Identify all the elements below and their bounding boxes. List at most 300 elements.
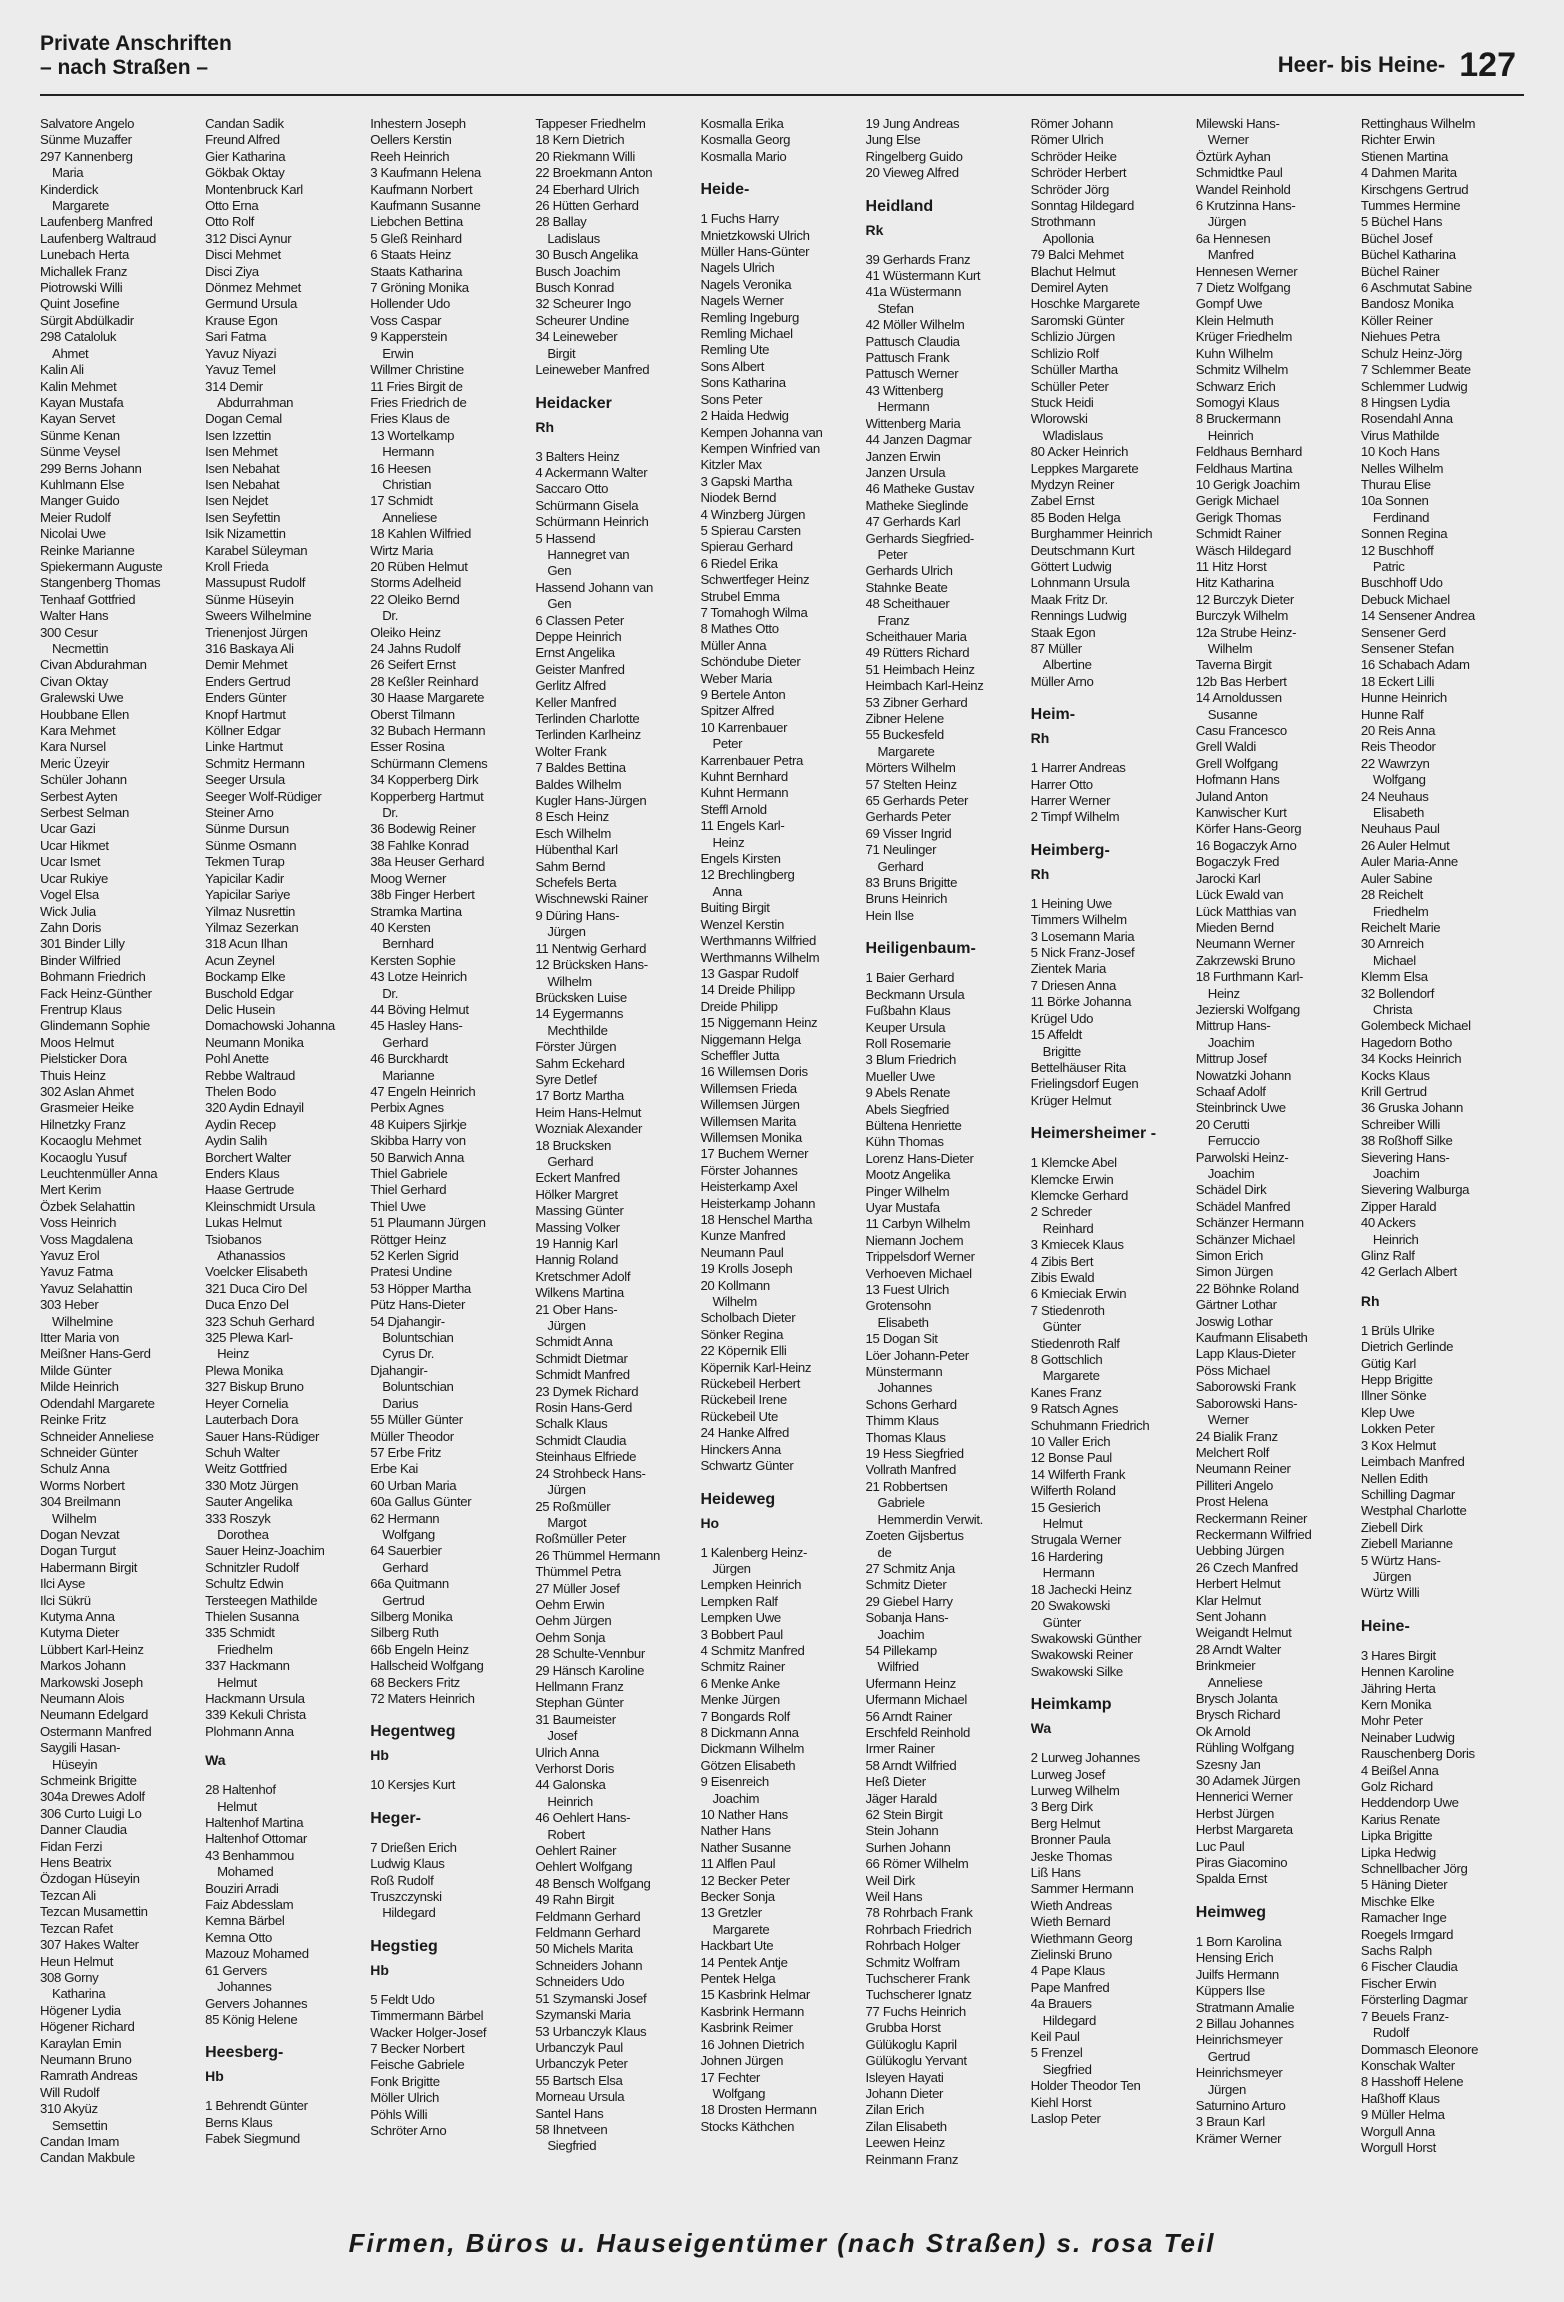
resident-entry: 20 Cerutti bbox=[1195, 1116, 1250, 1132]
resident-entry: Sons Peter bbox=[700, 391, 763, 407]
resident-entry: Tezcan Musamettin bbox=[40, 1904, 148, 1920]
resident-entry: 62 Stein Birgit bbox=[865, 1807, 943, 1822]
resident-entry: 77 Fuchs Heinrich bbox=[865, 2003, 966, 2019]
resident-entry: Saturnino Arturo bbox=[1195, 2097, 1286, 2113]
resident-entry: Piras Giacomino bbox=[1195, 1855, 1288, 1871]
entry-continuation: Gerhard bbox=[382, 1559, 429, 1575]
resident-entry: Weber Maria bbox=[700, 670, 772, 686]
resident-entry: Grell Waldi bbox=[1195, 739, 1256, 755]
resident-entry: Dönmez Mehmet bbox=[205, 280, 301, 296]
resident-entry: 4 Dahmen Marita bbox=[1360, 165, 1457, 181]
resident-entry: Nagels Werner bbox=[700, 293, 784, 309]
resident-entry: Ernst Angelika bbox=[535, 645, 615, 661]
resident-entry: 6 Staats Heinz bbox=[370, 247, 452, 263]
resident-entry: Candan Imam bbox=[40, 2133, 119, 2149]
resident-entry: Laslop Peter bbox=[1030, 2111, 1101, 2127]
resident-entry: 41a Wüstermann bbox=[865, 284, 962, 300]
resident-entry: 10 Gerigk Joachim bbox=[1195, 476, 1300, 492]
spacer bbox=[1361, 1602, 1524, 1610]
resident-entry: 4 Ackermann Walter bbox=[535, 464, 648, 480]
resident-entry: Skibba Harry von bbox=[370, 1133, 466, 1149]
district-code: Rk bbox=[865, 221, 884, 238]
resident-entry: Stratmann Amalie bbox=[1195, 1999, 1295, 2015]
spacer bbox=[700, 1537, 863, 1545]
entry-continuation: Heinrich bbox=[1207, 427, 1254, 443]
resident-entry: 36 Gruska Johann bbox=[1360, 1100, 1464, 1116]
resident-entry: Bockamp Elke bbox=[205, 969, 286, 985]
resident-entry: 4 Pape Klaus bbox=[1030, 1963, 1105, 1979]
resident-entry: 3 Balters Heinz bbox=[535, 448, 620, 464]
resident-entry: Nowatzki Johann bbox=[1195, 1067, 1291, 1083]
resident-entry: 300 Cesur bbox=[40, 624, 98, 640]
resident-entry: Mootz Angelika bbox=[865, 1167, 951, 1183]
resident-entry: Spitzer Alfred bbox=[700, 703, 774, 719]
entry-continuation: Gertrud bbox=[1207, 2048, 1251, 2064]
resident-entry: 1 Heining Uwe bbox=[1030, 895, 1112, 911]
resident-entry: Enders Günter bbox=[205, 690, 287, 706]
resident-entry: Tappeser Friedhelm bbox=[535, 116, 646, 131]
resident-entry: Uebbing Jürgen bbox=[1195, 1543, 1284, 1559]
resident-entry: 3 Kox Helmut bbox=[1360, 1437, 1436, 1453]
entry-continuation: Christian bbox=[382, 476, 432, 492]
resident-entry: 48 Kuipers Sjirkje bbox=[370, 1116, 467, 1132]
resident-entry: Krügel Udo bbox=[1030, 1010, 1094, 1026]
resident-entry: 7 Tomahogh Wilma bbox=[700, 604, 808, 620]
resident-entry: Zilan Erich bbox=[865, 2102, 924, 2118]
resident-entry: Schlizio Jürgen bbox=[1030, 329, 1115, 345]
resident-entry: Schädel Manfred bbox=[1195, 1198, 1291, 1214]
entry-continuation: Heinz bbox=[712, 834, 745, 850]
resident-entry: 4 Beißel Anna bbox=[1360, 1762, 1439, 1778]
resident-entry: Thomas Klaus bbox=[865, 1429, 946, 1445]
spacer bbox=[205, 2028, 368, 2036]
resident-entry: Sachs Ralph bbox=[1360, 1943, 1432, 1959]
resident-entry: Steinbrinck Uwe bbox=[1195, 1100, 1286, 1116]
resident-entry: Stocks Käthchen bbox=[700, 2118, 795, 2134]
resident-entry: Bruns Heinrich bbox=[865, 891, 948, 907]
resident-entry: Kosmalla Mario bbox=[700, 148, 787, 164]
resident-entry: 28 Keßler Reinhard bbox=[370, 673, 479, 689]
resident-entry: 7 Driesen Anna bbox=[1030, 977, 1116, 993]
resident-entry: 49 Rütters Richard bbox=[865, 645, 970, 661]
resident-entry: Fidan Ferzi bbox=[40, 1838, 103, 1854]
street-heading: Heger- bbox=[370, 1809, 421, 1827]
resident-entry: 327 Biskup Bruno bbox=[205, 1379, 304, 1395]
entry-continuation: Wilfried bbox=[877, 1659, 919, 1675]
resident-entry: Hoschke Margarete bbox=[1030, 296, 1140, 312]
district-code: Rh bbox=[1360, 1292, 1380, 1309]
resident-entry: Willemsen Jürgen bbox=[700, 1097, 800, 1113]
resident-entry: Schefels Berta bbox=[535, 875, 617, 891]
page-heading bbox=[40, 32, 232, 80]
resident-entry: Heun Helmut bbox=[40, 1953, 114, 1969]
resident-entry: Golz Richard bbox=[1360, 1779, 1433, 1794]
resident-entry: Steffl Arnold bbox=[700, 801, 767, 817]
entry-continuation: Gerhard bbox=[382, 1034, 429, 1050]
entry-continuation: Brigitte bbox=[1042, 1043, 1081, 1059]
directory-column bbox=[535, 116, 698, 2196]
resident-entry: Schüller Martha bbox=[1030, 362, 1118, 378]
entry-continuation: Margot bbox=[547, 1514, 587, 1530]
resident-entry: Hepp Brigitte bbox=[1360, 1372, 1433, 1388]
resident-entry: 30 Haase Margarete bbox=[370, 690, 485, 706]
resident-entry: Linke Hartmut bbox=[205, 739, 283, 755]
resident-entry: Sonnen Regina bbox=[1360, 526, 1448, 542]
resident-entry: 7 Becker Norbert bbox=[370, 2041, 465, 2057]
resident-entry: Acun Zeynel bbox=[205, 952, 275, 968]
resident-entry: 50 Barwich Anna bbox=[370, 1149, 464, 1165]
resident-entry: 29 Giebel Harry bbox=[865, 1593, 953, 1609]
resident-entry: Sünme Kenan bbox=[40, 427, 120, 443]
resident-entry: Lokken Peter bbox=[1360, 1421, 1435, 1437]
resident-entry: Grotensohn bbox=[865, 1298, 931, 1314]
resident-entry: Zilan Elisabeth bbox=[865, 2118, 947, 2134]
resident-entry: Willemsen Marita bbox=[700, 1113, 796, 1129]
resident-entry: Roß Rudolf bbox=[370, 1872, 434, 1888]
resident-entry: 9 Müller Helma bbox=[1360, 2107, 1445, 2123]
resident-entry: 310 Akyüz bbox=[40, 2101, 98, 2117]
resident-entry: Prost Helena bbox=[1195, 1494, 1268, 1510]
resident-entry: Kleinschmidt Ursula bbox=[205, 1198, 315, 1214]
resident-entry: 20 Kollmann bbox=[700, 1277, 770, 1293]
resident-entry: Dogan Turgut bbox=[40, 1543, 116, 1559]
resident-entry: Kretschmer Adolf bbox=[535, 1268, 631, 1284]
resident-entry: 1 Behrendt Günter bbox=[205, 2098, 308, 2114]
resident-entry: Nather Hans bbox=[700, 1823, 771, 1839]
resident-entry: 18 Henschel Martha bbox=[700, 1212, 813, 1227]
resident-entry: Klar Helmut bbox=[1195, 1592, 1261, 1608]
resident-entry: Pape Manfred bbox=[1030, 1979, 1110, 1995]
resident-entry: 28 Reichelt bbox=[1360, 887, 1424, 903]
resident-entry: 22 Wawrzyn bbox=[1360, 755, 1430, 771]
resident-entry: Rückebeil Herbert bbox=[700, 1376, 801, 1392]
resident-entry: Wilferth Roland bbox=[1030, 1483, 1116, 1499]
resident-entry: Wolter Frank bbox=[535, 743, 607, 759]
resident-entry: Somogyi Klaus bbox=[1195, 394, 1280, 410]
district-code: Rh bbox=[1030, 730, 1050, 747]
resident-entry: Deutschmann Kurt bbox=[1030, 542, 1135, 558]
resident-entry: Kroll Frieda bbox=[205, 558, 269, 574]
resident-entry: Mörters Wilhelm bbox=[865, 760, 956, 776]
resident-entry: Lorenz Hans-Dieter bbox=[865, 1150, 974, 1166]
resident-entry: 1 Harrer Andreas bbox=[1030, 760, 1126, 776]
resident-entry: Köller Reiner bbox=[1360, 312, 1433, 328]
resident-entry: Leppkes Margarete bbox=[1030, 460, 1139, 476]
resident-entry: 45 Hasley Hans- bbox=[370, 1018, 463, 1034]
resident-entry: Löer Johann-Peter bbox=[865, 1347, 969, 1363]
entry-continuation: Hannegret van bbox=[547, 546, 630, 562]
resident-entry: Pohl Anette bbox=[205, 1051, 269, 1067]
resident-entry: Auler Maria-Anne bbox=[1360, 854, 1458, 870]
entry-continuation: Heinz bbox=[1207, 985, 1240, 1001]
entry-continuation: Jürgen bbox=[1207, 2081, 1246, 2097]
resident-entry: 16 Bogaczyk Arno bbox=[1195, 837, 1297, 853]
resident-entry: Rohrbach Friedrich bbox=[865, 1921, 972, 1937]
resident-entry: Schädel Dirk bbox=[1195, 1182, 1267, 1198]
spacer bbox=[1031, 1742, 1194, 1750]
resident-entry: Hein Ilse bbox=[865, 907, 914, 923]
entry-continuation: Hermann bbox=[1042, 1565, 1095, 1581]
resident-entry: 65 Gerhards Peter bbox=[865, 793, 969, 809]
resident-entry: Erschfeld Reinhold bbox=[865, 1724, 970, 1740]
entry-continuation: Joachim bbox=[712, 1790, 760, 1806]
resident-entry: 53 Zibner Gerhard bbox=[865, 694, 968, 710]
resident-entry: Mischke Elke bbox=[1360, 1893, 1435, 1909]
resident-entry: 318 Acun Ilhan bbox=[205, 936, 288, 952]
resident-entry: Isen Nebahat bbox=[205, 476, 280, 492]
resident-entry: Leineweber Manfred bbox=[535, 362, 650, 378]
resident-entry: Dietrich Gerlinde bbox=[1360, 1339, 1454, 1355]
resident-entry: Illner Sönke bbox=[1360, 1388, 1427, 1404]
entry-continuation: Heinrich bbox=[1372, 1231, 1419, 1247]
resident-entry: Kaufmann Elisabeth bbox=[1195, 1330, 1308, 1346]
resident-entry: Neumann Paul bbox=[700, 1244, 784, 1260]
resident-entry: Remling Michael bbox=[700, 326, 793, 342]
resident-entry: 44 Galonska bbox=[535, 1777, 606, 1793]
resident-entry: 51 Heimbach Heinz bbox=[865, 661, 975, 677]
directory-column bbox=[1196, 116, 1359, 2196]
entry-continuation: Gen bbox=[547, 563, 572, 579]
resident-entry: 54 Pillekamp bbox=[865, 1642, 937, 1658]
resident-entry: Rückebeil Ute bbox=[700, 1408, 778, 1424]
directory-column bbox=[1031, 116, 1194, 2196]
street-heading: Heimberg- bbox=[1030, 841, 1110, 859]
resident-entry: Bohmann Friedrich bbox=[40, 969, 146, 985]
resident-entry: 3 Kaufmann Helena bbox=[370, 165, 481, 181]
entry-continuation: Friedhelm bbox=[217, 1641, 273, 1657]
resident-entry: Ucar Rukiye bbox=[40, 870, 108, 886]
resident-entry: Tersteegen Mathilde bbox=[205, 1592, 318, 1608]
resident-entry: 6 Menke Anke bbox=[700, 1675, 780, 1691]
resident-entry: Sobanja Hans- bbox=[865, 1610, 949, 1626]
resident-entry: Laufenberg Manfred bbox=[40, 214, 153, 230]
resident-entry: Schlemmer Ludwig bbox=[1360, 378, 1468, 394]
resident-entry: 20 Rüben Helmut bbox=[370, 558, 468, 574]
resident-entry: Köpernik Karl-Heinz bbox=[700, 1359, 812, 1375]
resident-entry: 66a Quitmann bbox=[370, 1576, 449, 1592]
resident-entry: 13 Gretzler bbox=[700, 1905, 762, 1921]
entry-continuation: Helmut bbox=[217, 1674, 257, 1690]
street-heading: Heesberg- bbox=[205, 2044, 284, 2062]
resident-entry: 16 Willemsen Doris bbox=[700, 1064, 808, 1080]
resident-entry: 61 Gervers bbox=[205, 1962, 267, 1978]
resident-entry: Westphal Charlotte bbox=[1360, 1503, 1467, 1519]
resident-entry: 6 Fischer Claudia bbox=[1360, 1959, 1458, 1975]
resident-entry: Neumann Alois bbox=[40, 1691, 125, 1706]
resident-entry: Oehm Jürgen bbox=[535, 1613, 612, 1629]
resident-entry: 12a Strube Heinz- bbox=[1195, 624, 1297, 640]
resident-entry: 5 Büchel Hans bbox=[1360, 214, 1443, 230]
resident-entry: Simon Jürgen bbox=[1195, 1264, 1273, 1280]
resident-entry: Timmers Wilhelm bbox=[1030, 912, 1127, 928]
resident-entry: Meric Üzeyir bbox=[40, 755, 110, 771]
spacer bbox=[866, 244, 1029, 252]
resident-entry: Brysch Jolanta bbox=[1195, 1691, 1278, 1706]
entry-continuation: Wladislaus bbox=[1042, 427, 1103, 443]
resident-entry: 2 Schreder bbox=[1030, 1204, 1092, 1220]
resident-entry: Neumann Werner bbox=[1195, 936, 1295, 952]
resident-entry: Mueller Uwe bbox=[865, 1068, 935, 1084]
resident-entry: Parwolski Heinz- bbox=[1195, 1149, 1289, 1165]
resident-entry: Ringelberg Guido bbox=[865, 148, 963, 164]
resident-entry: Neumann Bruno bbox=[40, 2051, 132, 2067]
resident-entry: 78 Rohrbach Frank bbox=[865, 1905, 973, 1921]
resident-entry: 5 Nick Franz-Josef bbox=[1030, 945, 1135, 961]
resident-entry: 11 Alflen Paul bbox=[700, 1856, 776, 1872]
resident-entry: Hunne Heinrich bbox=[1360, 690, 1447, 706]
resident-entry: 312 Disci Aynur bbox=[205, 230, 292, 246]
resident-entry: Truszczynski bbox=[370, 1889, 442, 1905]
resident-entry: 19 Jung Andreas bbox=[865, 116, 960, 131]
resident-entry: Abels Siegfried bbox=[865, 1101, 949, 1117]
resident-entry: Kaufmann Susanne bbox=[370, 198, 481, 214]
resident-entry: Nather Susanne bbox=[700, 1839, 791, 1855]
resident-entry: 43 Lotze Heinrich bbox=[370, 969, 467, 985]
resident-entry: 54 Djahangir- bbox=[370, 1313, 445, 1329]
resident-entry: Pöhls Willi bbox=[370, 2106, 428, 2122]
resident-entry: Faiz Abdesslam bbox=[205, 1897, 294, 1913]
district-code: Rh bbox=[1030, 865, 1050, 882]
resident-entry: Büchel Rainer bbox=[1360, 263, 1440, 279]
resident-entry: Kocaoglu Yusuf bbox=[40, 1149, 127, 1165]
entry-continuation: Albertine bbox=[1042, 657, 1092, 673]
resident-entry: Will Rudolf bbox=[40, 2084, 100, 2100]
resident-entry: Buschold Edgar bbox=[205, 985, 294, 1001]
resident-entry: Demir Mehmet bbox=[205, 657, 288, 673]
resident-entry: Thümmel Petra bbox=[535, 1564, 621, 1580]
resident-entry: Schmidt Manfred bbox=[535, 1367, 630, 1383]
resident-entry: 323 Schuh Gerhard bbox=[205, 1313, 315, 1329]
resident-entry: Karrenbauer Petra bbox=[700, 752, 803, 768]
resident-entry: Yilmaz Nusrettin bbox=[205, 903, 296, 919]
resident-entry: Schürmann Clemens bbox=[370, 755, 488, 771]
resident-entry: Kocaoglu Mehmet bbox=[40, 1133, 142, 1149]
resident-entry: Gerlitz Alfred bbox=[535, 678, 606, 694]
resident-entry: Blachut Helmut bbox=[1030, 263, 1116, 279]
resident-entry: 20 Reis Anna bbox=[1360, 723, 1436, 739]
resident-entry: 60 Urban Maria bbox=[370, 1477, 457, 1493]
resident-entry: Zakrzewski Bruno bbox=[1195, 952, 1295, 968]
resident-entry: 38a Heuser Gerhard bbox=[370, 854, 485, 870]
resident-entry: Yapicilar Kadir bbox=[205, 870, 284, 886]
resident-entry: 22 Broekmann Anton bbox=[535, 165, 653, 181]
entry-continuation: Erwin bbox=[382, 345, 414, 361]
resident-entry: Lempken Ralf bbox=[700, 1593, 778, 1609]
resident-entry: Ludwig Klaus bbox=[370, 1856, 445, 1872]
resident-entry: Santel Hans bbox=[535, 2105, 604, 2121]
resident-entry: 5 Spierau Carsten bbox=[700, 522, 801, 538]
resident-entry: Serbest Selman bbox=[40, 805, 129, 821]
resident-entry: Schlizio Rolf bbox=[1030, 345, 1099, 361]
resident-entry: Hannig Roland bbox=[535, 1252, 619, 1268]
resident-entry: 32 Bubach Hermann bbox=[370, 723, 486, 739]
resident-entry: Müller Anna bbox=[700, 637, 767, 653]
resident-entry: Laufenberg Waltraud bbox=[40, 230, 157, 246]
resident-entry: Schmeink Brigitte bbox=[40, 1773, 137, 1789]
resident-entry: 14 Wilferth Frank bbox=[1030, 1466, 1126, 1482]
resident-entry: Pöss Michael bbox=[1195, 1362, 1270, 1378]
resident-entry: Leuchtenmüller Anna bbox=[40, 1166, 158, 1181]
spacer bbox=[866, 962, 1029, 970]
entry-continuation: de bbox=[877, 1544, 892, 1560]
resident-entry: 58 Ihnetveen bbox=[535, 2121, 608, 2137]
resident-entry: Haßhoff Klaus bbox=[1360, 2090, 1440, 2106]
resident-entry: Willmer Christine bbox=[370, 362, 464, 378]
resident-entry: Oleiko Heinz bbox=[370, 624, 441, 640]
resident-entry: Pielsticker Dora bbox=[40, 1051, 127, 1067]
resident-entry: 337 Hackmann bbox=[205, 1658, 290, 1674]
resident-entry: 1 Baier Gerhard bbox=[865, 970, 955, 986]
resident-entry: 5 Würtz Hans- bbox=[1360, 1552, 1441, 1568]
resident-entry: Weil Dirk bbox=[865, 1872, 915, 1888]
directory-column bbox=[40, 116, 203, 2196]
resident-entry: 18 Eckert Lilli bbox=[1360, 673, 1435, 689]
resident-entry: Spiekermann Auguste bbox=[40, 558, 163, 574]
resident-entry: Richter Erwin bbox=[1360, 132, 1435, 148]
resident-entry: Swakowski Günther bbox=[1030, 1630, 1142, 1646]
resident-entry: 15 Kasbrink Helmar bbox=[700, 1987, 810, 2003]
resident-entry: Lempken Heinrich bbox=[700, 1577, 802, 1593]
resident-entry: Frentrup Klaus bbox=[40, 1001, 122, 1017]
entry-continuation: Margarete bbox=[712, 1921, 770, 1937]
resident-entry: Hagedorn Botho bbox=[1360, 1034, 1453, 1050]
resident-entry: Steinhaus Elfriede bbox=[535, 1449, 637, 1465]
resident-entry: Weigandt Helmut bbox=[1195, 1625, 1292, 1641]
resident-entry: Sari Fatma bbox=[205, 329, 267, 345]
resident-entry: Baldes Wilhelm bbox=[535, 776, 622, 792]
resident-entry: Sünme Osmann bbox=[205, 837, 297, 853]
resident-entry: Sons Katharina bbox=[700, 375, 786, 391]
resident-entry: Tezcan Rafet bbox=[40, 1920, 113, 1936]
resident-entry: Seeger Wolf-Rüdiger bbox=[205, 788, 322, 804]
resident-entry: Strothmann bbox=[1030, 214, 1096, 230]
resident-entry: Civan Oktay bbox=[40, 673, 108, 689]
resident-entry: Jung Else bbox=[865, 132, 921, 148]
resident-entry: 13 Fuest Ulrich bbox=[865, 1282, 949, 1297]
resident-entry: Zipper Harald bbox=[1360, 1198, 1437, 1214]
resident-entry: Kuhlmann Else bbox=[40, 476, 125, 492]
resident-entry: Leewen Heinz bbox=[865, 2135, 945, 2151]
resident-entry: 314 Demir bbox=[205, 378, 263, 394]
resident-entry: 4 Schmitz Manfred bbox=[700, 1642, 805, 1658]
resident-entry: 44 Böving Helmut bbox=[370, 1001, 469, 1017]
resident-entry: Oellers Kerstin bbox=[370, 132, 452, 148]
street-heading: Heim- bbox=[1030, 706, 1076, 724]
resident-entry: Thiel Gerhard bbox=[370, 1182, 447, 1198]
street-heading: Hegstieg bbox=[370, 1937, 438, 1955]
entry-continuation: Elisabeth bbox=[1372, 805, 1424, 821]
entry-continuation: Abdurrahman bbox=[217, 394, 294, 410]
resident-entry: Kutyma Dieter bbox=[40, 1625, 119, 1641]
resident-entry: Körfer Hans-Georg bbox=[1195, 821, 1302, 837]
resident-entry: Mittrup Josef bbox=[1195, 1051, 1267, 1067]
resident-entry: 9 Kapperstein bbox=[370, 329, 448, 345]
resident-entry: Klein Helmuth bbox=[1195, 312, 1274, 328]
entry-continuation: Joachim bbox=[1207, 1166, 1255, 1181]
resident-entry: Sievering Walburga bbox=[1360, 1182, 1470, 1198]
resident-entry: Nagels Veronika bbox=[700, 276, 792, 292]
resident-entry: Kaufmann Norbert bbox=[370, 181, 473, 197]
resident-entry: 339 Kekuli Christa bbox=[205, 1707, 306, 1723]
resident-entry: Feldmann Gerhard bbox=[535, 1908, 641, 1924]
resident-entry: Becker Sonja bbox=[700, 1889, 775, 1905]
entry-continuation: Werner bbox=[1207, 1412, 1249, 1428]
resident-entry: Storms Adelheid bbox=[370, 575, 461, 591]
resident-entry: Kuhnt Hermann bbox=[700, 785, 789, 801]
resident-entry: Montenbruck Karl bbox=[205, 181, 303, 197]
resident-entry: 9 Eisenreich bbox=[700, 1774, 769, 1790]
resident-entry: Schmitz Rainer bbox=[700, 1659, 785, 1675]
